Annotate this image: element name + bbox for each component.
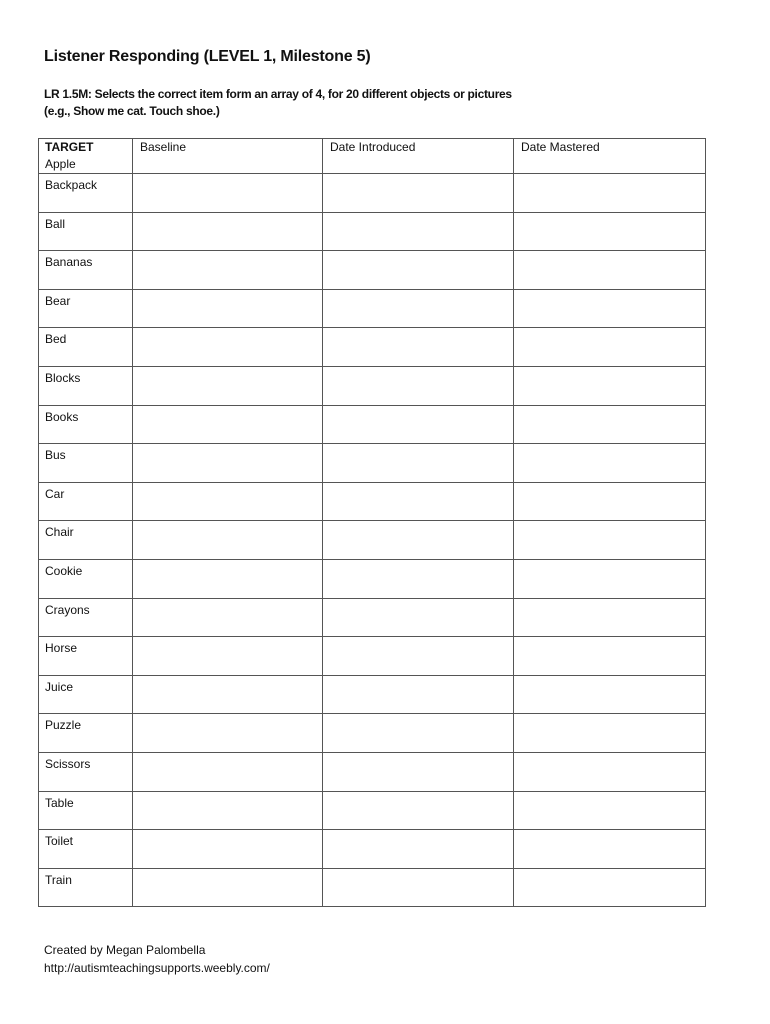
target-name-cell: Apple: [39, 156, 133, 174]
target-name-cell: Bear: [39, 289, 133, 328]
date-mastered-cell[interactable]: [514, 868, 706, 907]
table-row: [39, 174, 706, 213]
date-mastered-cell[interactable]: [514, 251, 706, 290]
table-row: [39, 752, 706, 791]
date-mastered-cell[interactable]: [514, 637, 706, 676]
date-introduced-cell[interactable]: [323, 868, 514, 907]
table-row: [39, 289, 706, 328]
target-name-cell: Books: [39, 405, 133, 444]
date-introduced-cell[interactable]: [323, 156, 514, 174]
footer-url: http://autismteachingsupports.weebly.com/: [44, 961, 270, 975]
date-mastered-cell[interactable]: [514, 444, 706, 483]
baseline-cell[interactable]: [133, 521, 323, 560]
column-header-date-introduced: Date Introduced: [323, 139, 514, 157]
baseline-cell[interactable]: [133, 752, 323, 791]
date-mastered-cell[interactable]: [514, 174, 706, 213]
date-introduced-cell[interactable]: [323, 598, 514, 637]
target-name-cell: Crayons: [39, 598, 133, 637]
target-name-cell: Chair: [39, 521, 133, 560]
table-row: [39, 598, 706, 637]
table-row: [39, 328, 706, 367]
date-introduced-cell[interactable]: [323, 482, 514, 521]
date-introduced-cell[interactable]: [323, 559, 514, 598]
date-introduced-cell[interactable]: [323, 366, 514, 405]
date-mastered-cell[interactable]: [514, 328, 706, 367]
date-mastered-cell[interactable]: [514, 212, 706, 251]
date-mastered-cell[interactable]: [514, 289, 706, 328]
target-name-cell: Toilet: [39, 830, 133, 869]
table-row: [39, 212, 706, 251]
table-row: [39, 675, 706, 714]
table-row: [39, 156, 706, 174]
date-introduced-cell[interactable]: [323, 405, 514, 444]
table-row: [39, 405, 706, 444]
date-introduced-cell[interactable]: [323, 212, 514, 251]
date-introduced-cell[interactable]: [323, 675, 514, 714]
date-mastered-cell[interactable]: [514, 830, 706, 869]
baseline-cell[interactable]: [133, 174, 323, 213]
baseline-cell[interactable]: [133, 366, 323, 405]
baseline-cell[interactable]: [133, 251, 323, 290]
table-row: [39, 521, 706, 560]
footer-credit: Created by Megan Palombella: [44, 943, 206, 957]
baseline-cell[interactable]: [133, 328, 323, 367]
target-name-cell: Blocks: [39, 366, 133, 405]
target-name-cell: Backpack: [39, 174, 133, 213]
target-name-cell: Ball: [39, 212, 133, 251]
date-introduced-cell[interactable]: [323, 251, 514, 290]
date-introduced-cell[interactable]: [323, 444, 514, 483]
date-mastered-cell[interactable]: [514, 598, 706, 637]
date-introduced-cell[interactable]: [323, 752, 514, 791]
date-mastered-cell[interactable]: [514, 791, 706, 830]
targets-table: [38, 138, 706, 907]
table-row: [39, 714, 706, 753]
target-name-cell: Puzzle: [39, 714, 133, 753]
table-row: [39, 830, 706, 869]
target-name-cell: Table: [39, 791, 133, 830]
date-mastered-cell[interactable]: [514, 521, 706, 560]
date-mastered-cell[interactable]: [514, 366, 706, 405]
table-row: [39, 482, 706, 521]
date-mastered-cell[interactable]: [514, 156, 706, 174]
date-introduced-cell[interactable]: [323, 830, 514, 869]
column-header-date-mastered: Date Mastered: [514, 139, 706, 157]
target-name-cell: Bed: [39, 328, 133, 367]
table-row: [39, 559, 706, 598]
date-mastered-cell[interactable]: [514, 405, 706, 444]
baseline-cell[interactable]: [133, 868, 323, 907]
baseline-cell[interactable]: [133, 791, 323, 830]
milestone-examples: (e.g., Show me cat. Touch shoe.): [44, 104, 220, 118]
baseline-cell[interactable]: [133, 482, 323, 521]
target-name-cell: Car: [39, 482, 133, 521]
baseline-cell[interactable]: [133, 598, 323, 637]
target-name-cell: Train: [39, 868, 133, 907]
date-introduced-cell[interactable]: [323, 521, 514, 560]
table-row: [39, 366, 706, 405]
target-name-cell: Bananas: [39, 251, 133, 290]
date-introduced-cell[interactable]: [323, 328, 514, 367]
table-row: [39, 791, 706, 830]
baseline-cell[interactable]: [133, 637, 323, 676]
date-introduced-cell[interactable]: [323, 791, 514, 830]
page-title: Listener Responding (LEVEL 1, Milestone 5): [44, 48, 371, 65]
table-row: [39, 637, 706, 676]
date-introduced-cell[interactable]: [323, 289, 514, 328]
column-header-baseline: Baseline: [133, 139, 323, 157]
date-mastered-cell[interactable]: [514, 714, 706, 753]
date-mastered-cell[interactable]: [514, 559, 706, 598]
date-introduced-cell[interactable]: [323, 714, 514, 753]
date-introduced-cell[interactable]: [323, 637, 514, 676]
target-name-cell: Cookie: [39, 559, 133, 598]
target-name-cell: Bus: [39, 444, 133, 483]
baseline-cell[interactable]: [133, 289, 323, 328]
date-mastered-cell[interactable]: [514, 482, 706, 521]
date-introduced-cell[interactable]: [323, 174, 514, 213]
table-row: [39, 444, 706, 483]
target-name-cell: Juice: [39, 675, 133, 714]
baseline-cell[interactable]: [133, 405, 323, 444]
table-row: [39, 251, 706, 290]
baseline-cell[interactable]: [133, 156, 323, 174]
baseline-cell[interactable]: [133, 559, 323, 598]
column-header-target: TARGET: [39, 139, 133, 157]
table-header-row: [39, 139, 706, 157]
baseline-cell[interactable]: [133, 444, 323, 483]
target-name-cell: Horse: [39, 637, 133, 676]
baseline-cell[interactable]: [133, 714, 323, 753]
baseline-cell[interactable]: [133, 212, 323, 251]
milestone-description: LR 1.5M: Selects the correct item form an array of 4, for 20 different objects or pictures: [44, 87, 512, 101]
table-row: [39, 868, 706, 907]
date-mastered-cell[interactable]: [514, 752, 706, 791]
baseline-cell[interactable]: [133, 830, 323, 869]
baseline-cell[interactable]: [133, 675, 323, 714]
date-mastered-cell[interactable]: [514, 675, 706, 714]
target-name-cell: Scissors: [39, 752, 133, 791]
